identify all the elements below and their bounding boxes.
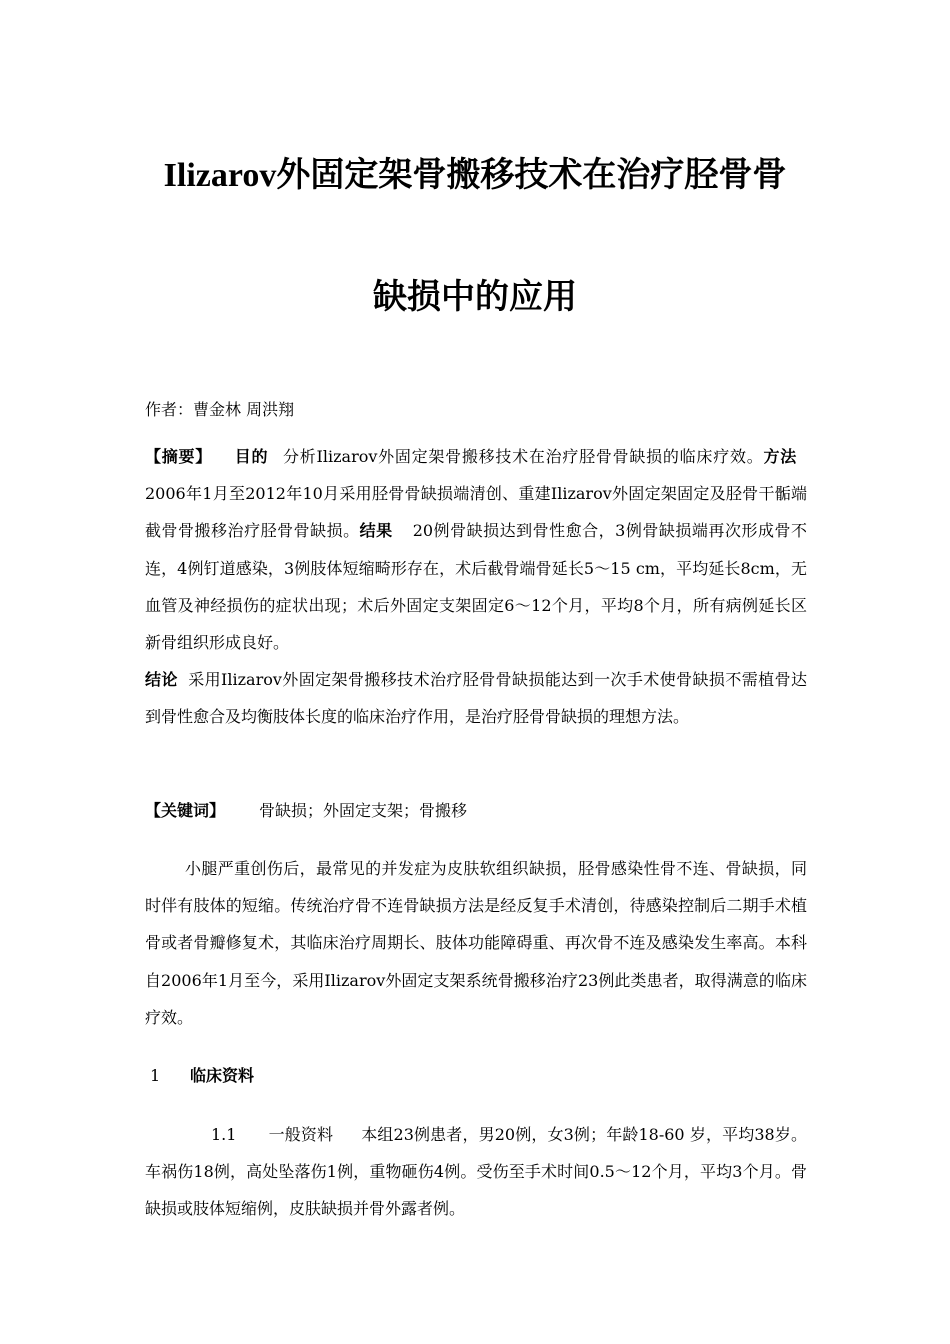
section-number: 1 [150,1066,161,1085]
objective-text: 分析Ilizarov外固定架骨搬移技术在治疗胫骨骨缺损的临床疗效。 [282,447,764,466]
abstract-label: 【摘要】 [145,447,213,466]
results-label: 结果 [359,521,393,541]
abstract [145,438,807,736]
keywords [145,797,467,825]
section-heading-1 [150,1062,254,1090]
keywords-label: 【关键词】 [145,801,226,820]
authors: 作者：曹金林 周洪翔 [145,400,295,419]
keywords-text: 骨缺损；外固定支架；骨搬移 [259,801,468,820]
subsection-number: 1.1 [211,1125,237,1144]
subsection-text: 本组23例患者，男20例，女3例；年龄18-60 岁，平均38岁。车祸伤18例，高处坠落伤1例，重物砸伤4例。受伤至手术时间0.5～12个月，平均3个月。骨缺损或肢体短缩例，皮肤缺损并骨外露者例。 [145,1125,807,1219]
section-title: 临床资料 [190,1066,255,1085]
subsection-title: 一般资料 [268,1125,334,1144]
methods-label: 方法 [763,447,797,466]
conclusion-text: 采用Ilizarov外固定架骨搬移技术治疗胫骨骨缺损能达到一次手术使骨缺损不需植骨达到骨性愈合及均衡肢体长度的临床治疗作用，是治疗胫骨骨缺损的理想方法。 [145,670,807,727]
intro-paragraph: 小腿严重创伤后，最常见的并发症为皮肤软组织缺损，胫骨感染性骨不连、骨缺损，同时伴有肢体的短缩。传统治疗骨不连骨缺损方法是经反复手术清创，待感染控制后二期手术植骨或者骨瓣修复术，其临床治疗周期长、肢体功能障碍重、再次骨不连及感染发生率高。本科自2006年1月至今，采用Ilizarov外固定支架系统骨搬移治疗23例此类患者，取得满意的临床疗效。 [145,859,807,1027]
paper-title-line-2: 缺损中的应用 [373,277,577,317]
paper-title-line-1 [100,155,850,196]
objective-label: 目的 [234,447,269,466]
subsection-1-1 [145,1116,807,1228]
methods-text: 2006年1月至2012年10月采用胫骨骨缺损端清创、重建Ilizarov外固定架固定及胫骨干骺端截骨骨搬移治疗胫骨骨缺损。 [145,484,807,541]
title-latin: Ilizarov [163,157,277,194]
results-text: 20例骨缺损达到骨性愈合，3例骨缺损端再次形成骨不连，4例钉道感染，3例肢体短缩畸形存在，术后截骨端骨延长5～15 cm，平均延长8cm，无血管及神经损伤的症状出现；术后外固定支架固定6～12个月，平均8个月，所有病例延长区新骨组织形成良好。 [145,521,807,653]
conclusion-label: 结论 [145,670,178,690]
title-cjk: 外固定架骨搬移技术在治疗胫骨骨 [276,155,787,195]
